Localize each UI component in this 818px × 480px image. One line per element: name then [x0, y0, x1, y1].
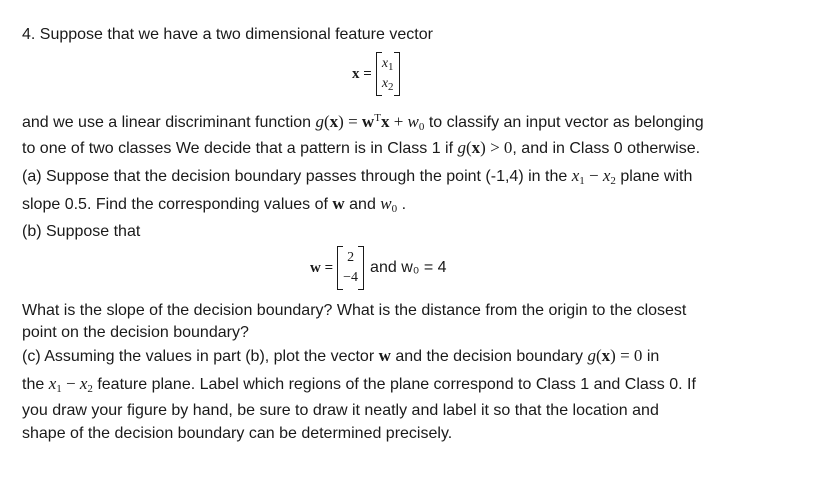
x-vector-bracket: [376, 52, 400, 96]
g-boundary: g(x) = 0: [587, 346, 643, 365]
part-b-line1: (b) Suppose that: [22, 223, 141, 240]
part-b-question1: What is the slope of the decision boundary? What is the distance from the origin to the closest: [22, 302, 687, 319]
x1-x2-plane: $x_1 - x_2$: [571, 166, 616, 187]
w0-symbol: $w_0$: [380, 194, 398, 215]
g-condition: g(x) > 0: [457, 138, 513, 157]
x-vector-row1: $x_1$: [381, 56, 394, 73]
w-symbol: w: [332, 194, 345, 213]
part-a-line2: slope 0.5. Find the corresponding values of w and $w_0$ .: [22, 194, 407, 215]
feature-plane: $x_1 - x_2$: [48, 374, 93, 395]
w-vector: [310, 246, 447, 290]
w-vector-label: w =: [310, 259, 334, 276]
x-vector-label: x =: [352, 65, 372, 82]
line-discriminant: and we use a linear discriminant function $g(x) = w^Tx + w_0$ to classify an input vector as belonging: [22, 112, 704, 133]
part-c-line3: you draw your figure by hand, be sure to draw it neatly and label it so that the location and: [22, 402, 659, 419]
part-b-question2: point on the decision boundary?: [22, 324, 249, 341]
line-class-rule: to one of two classes We decide that a pattern is in Class 1 if g(x) > 0, and in Class 0 otherwise.: [22, 138, 701, 157]
intro-text: 4. Suppose that we have a two dimensional feature vector: [22, 26, 433, 43]
w0-given: and w₀ = 4: [370, 259, 447, 276]
x-vector: [352, 52, 400, 96]
g-function: $g(x) = w^Tx + w_0$: [315, 112, 425, 133]
part-c-line2: the $x_1 - x_2$ feature plane. Label which regions of the plane correspond to Class 1 and Class 0. If: [22, 374, 696, 395]
part-a-line1: (a) Suppose that the decision boundary passes through the point (-1,4) in the $x_1 - x_2$ plane with: [22, 166, 693, 187]
part-c-line4: shape of the decision boundary can be determined precisely.: [22, 425, 453, 442]
x-vector-row2: $x_2$: [381, 76, 394, 93]
w-vector-row2: −4: [343, 270, 359, 285]
part-c-line1: (c) Assuming the values in part (b), plot the vector w and the decision boundary g(x) = 0 in: [22, 346, 660, 365]
w-vector-bracket: [337, 246, 364, 290]
w-vector-row1: 2: [347, 250, 355, 265]
intro-line: [22, 24, 433, 46]
